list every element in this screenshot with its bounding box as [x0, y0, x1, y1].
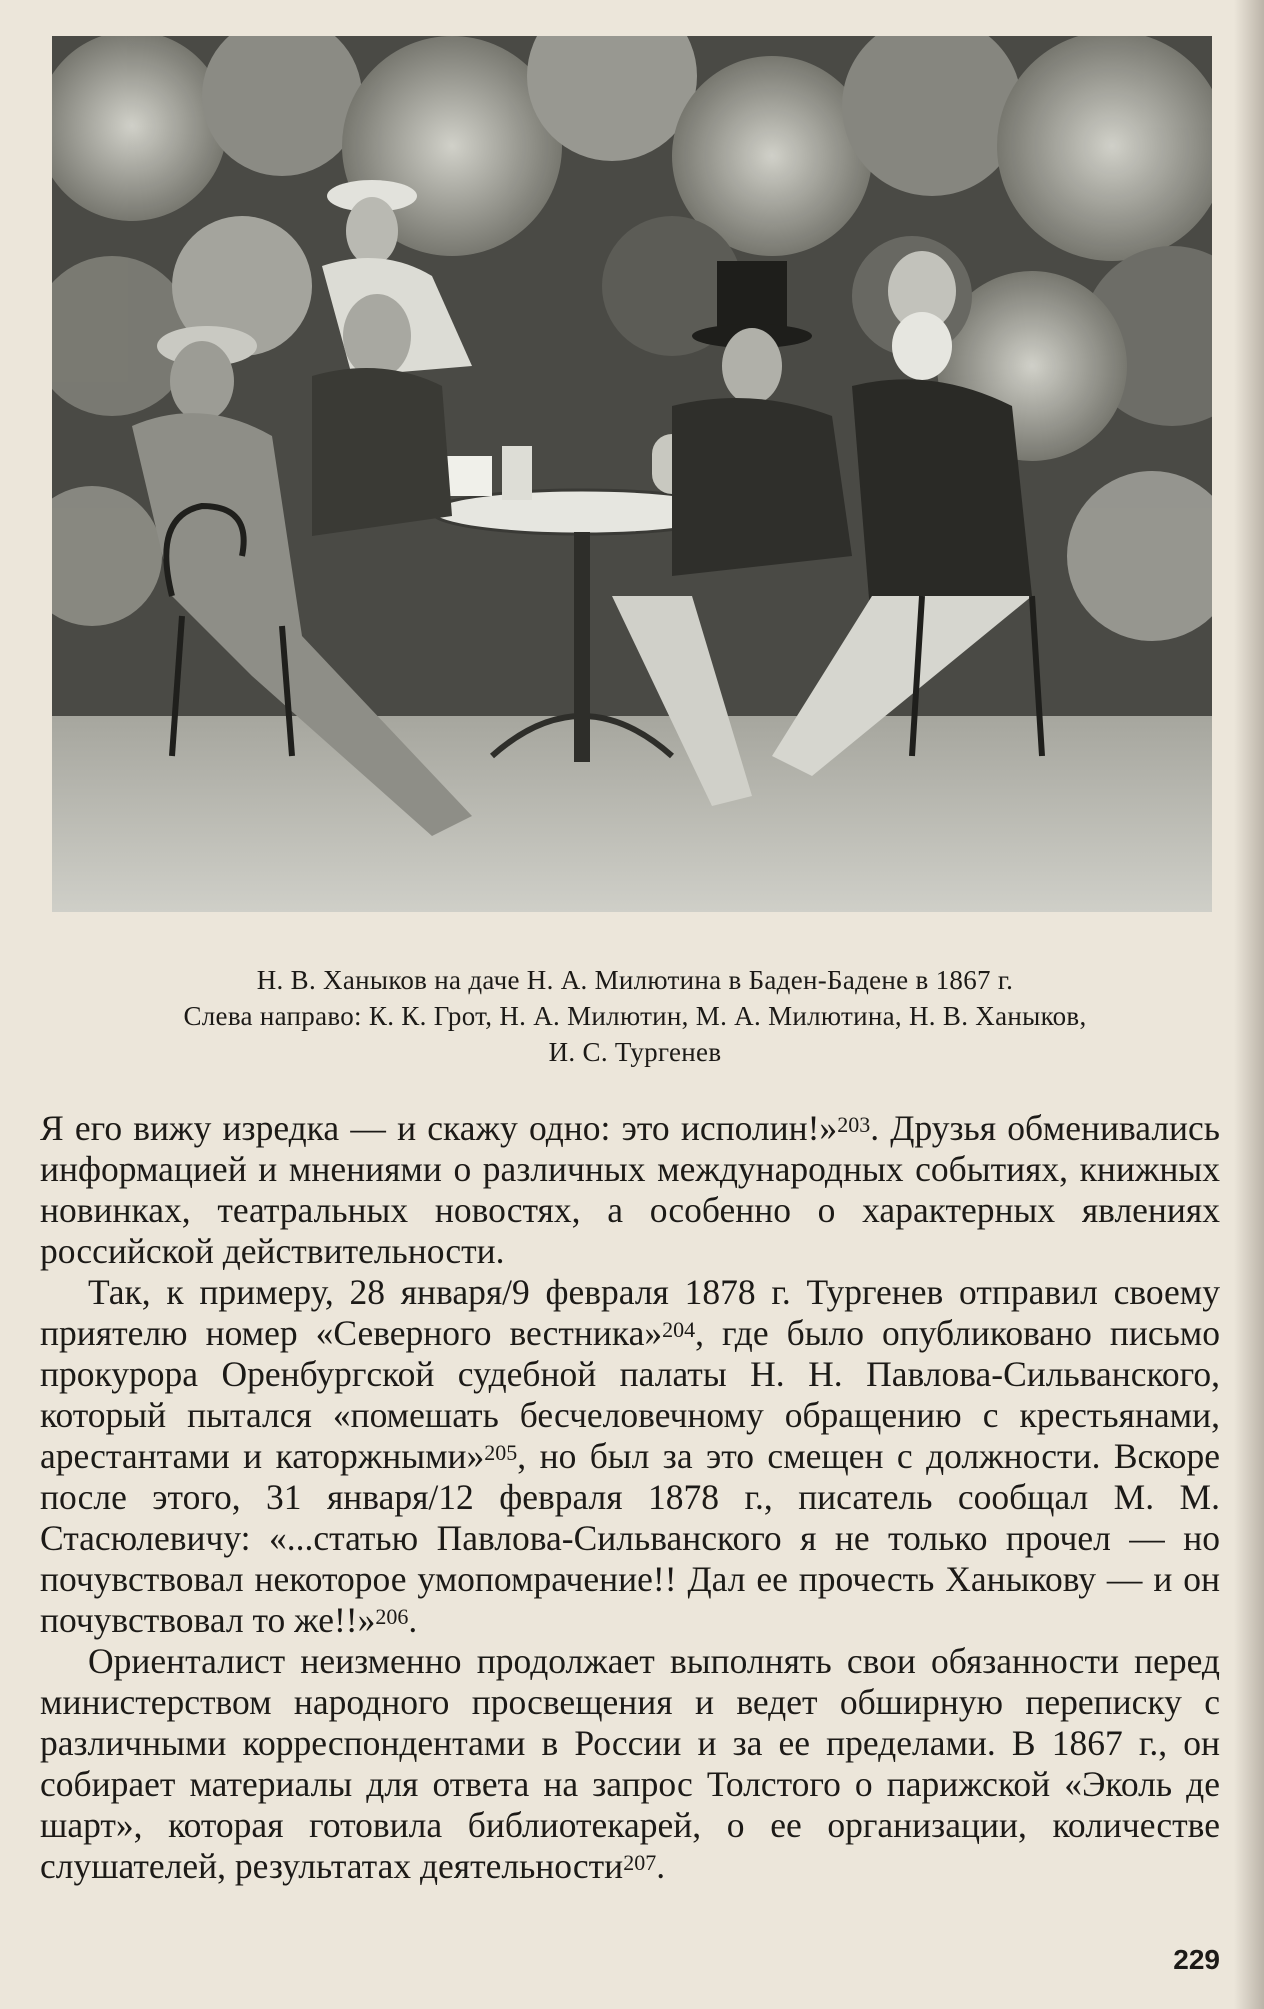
paragraph-3: [40, 1641, 1220, 1887]
photo-caption: [40, 962, 1230, 1070]
paragraph-1-text-b: . Друзья обменивались информацией и мнениями о различных международных событиях, книжных новинках, театральных новостях, а особенно о характерных явлениях российской действительности.: [40, 1108, 1220, 1271]
caption-line-2: Слева направо: К. К. Грот, Н. А. Милютин, М. А. Милютина, Н. В. Ханыков,: [183, 1001, 1087, 1031]
caption-line-3: И. С. Тургенев: [548, 1037, 722, 1067]
footnote-ref-204: 204: [662, 1317, 696, 1342]
paragraph-2-text-a: Так, к примеру, 28 января/9 февраля 1878 г. Тургенев отправил своему приятелю номер «Северного вестника»: [40, 1272, 1220, 1353]
paragraph-2: [40, 1272, 1220, 1641]
paragraph-3-text-a: Ориенталист неизменно продолжает выполнять свои обязанности перед министерством народного просвещения и ведет обширную переписку с различными корреспондентами в России и за ее пределами. В 1867 г., он собирает материалы для ответа на запрос Толстого о парижской «Эколь де шарт», которая готовила библиотекарей, о ее организации, количестве слушателей, результатах деятельности: [40, 1641, 1220, 1886]
historical-photograph: [52, 36, 1212, 912]
paragraph-1-text-a: Я его вижу изредка — и скажу одно: это исполин!»: [40, 1108, 838, 1148]
paragraph-2-text-c: , но был за это смещен с должности. Вскоре после этого, 31 января/12 февраля 1878 г., писатель сообщал М. М. Стасюлевичу: «...статью Павлова-Сильванского я не только прочел — но почувствовал некоторое умопомрачение!! Дал ее прочесть Ханыкову — и он почувствовал то же!!»: [40, 1436, 1220, 1640]
footnote-ref-207: 207: [623, 1850, 657, 1875]
caption-line-1: Н. В. Ханыков на даче Н. А. Милютина в Баден-Бадене в 1867 г.: [256, 965, 1014, 995]
paragraph-1: [40, 1108, 1220, 1272]
body-text: [40, 1108, 1220, 1887]
page-edge-shadow: [1234, 0, 1264, 2009]
paragraph-3-text-b: .: [656, 1846, 666, 1886]
footnote-ref-203: 203: [837, 1112, 871, 1137]
page-number: 229: [1173, 1944, 1220, 1975]
paragraph-2-text-b: , где было опубликовано письмо прокурора Оренбургской судебной палаты Н. Н. Павлова-Сильванского, который пытался «помешать бесчеловечному обращению с крестьянами, арестантами и каторжными»: [40, 1313, 1221, 1476]
footnote-ref-206: 206: [375, 1604, 409, 1629]
paragraph-2-text-d: .: [408, 1600, 418, 1640]
footnote-ref-205: 205: [484, 1440, 518, 1465]
photo-illustration: [52, 36, 1212, 912]
